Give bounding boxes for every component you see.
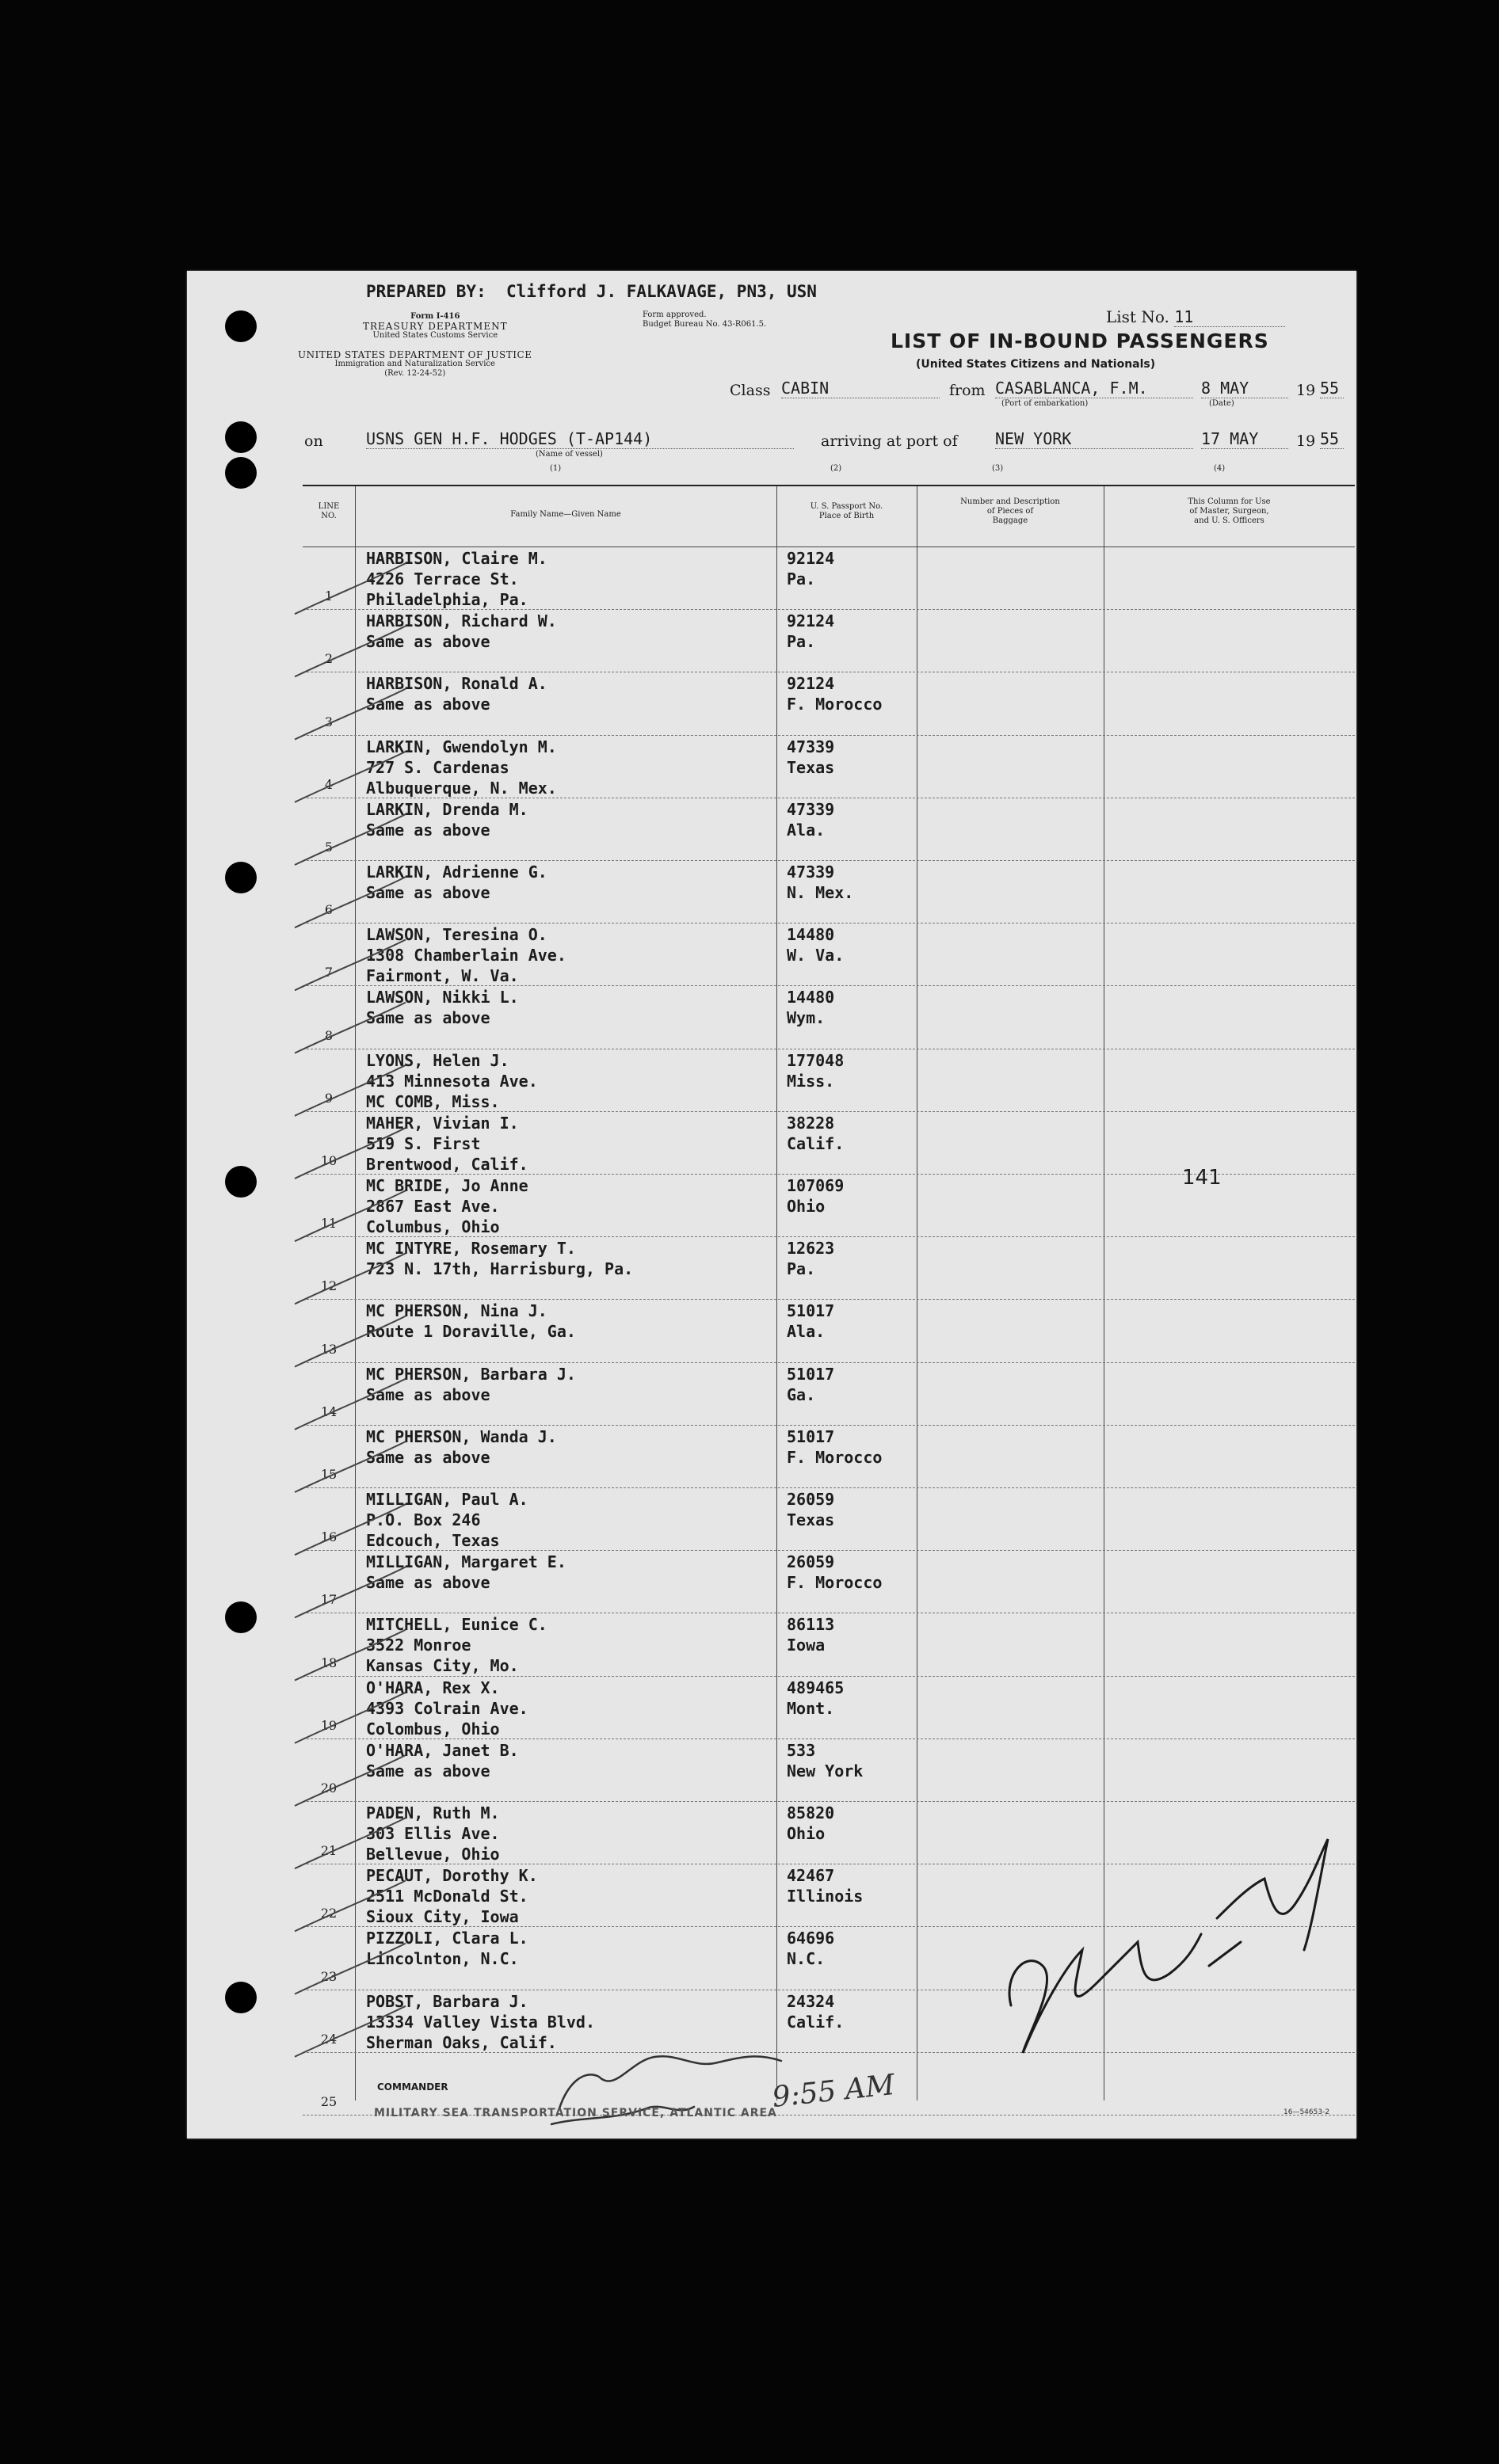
line-number: 12 bbox=[320, 1278, 338, 1294]
treasury-dept: TREASURY DEPARTMENT bbox=[363, 321, 508, 332]
doj-title: UNITED STATES DEPARTMENT OF JUSTICE bbox=[298, 349, 532, 360]
passenger-name: PADEN, Ruth M. bbox=[366, 1803, 500, 1822]
passport-number: 533 bbox=[787, 1740, 816, 1760]
passenger-address-line: Route 1 Doraville, Ga. bbox=[366, 1322, 576, 1342]
list-no-value: 11 bbox=[1174, 307, 1285, 327]
vessel-note: (Name of vessel) bbox=[536, 450, 603, 459]
place-of-birth: N. Mex. bbox=[787, 883, 854, 902]
arrival-date: 17 MAY bbox=[1201, 429, 1288, 449]
passenger-name: LAWSON, Nikki L. bbox=[366, 988, 519, 1007]
passport-number: 489465 bbox=[787, 1678, 845, 1697]
passenger-name: MC BRIDE, Jo Anne bbox=[366, 1176, 528, 1195]
passenger-address-line: Same as above bbox=[366, 632, 490, 652]
passport-number: 47339 bbox=[787, 799, 835, 819]
passport-number: 51017 bbox=[787, 1301, 835, 1321]
passport-number: 26059 bbox=[787, 1552, 835, 1572]
passenger-address-line: 4393 Colrain Ave. bbox=[366, 1698, 528, 1718]
place-of-birth: Ohio bbox=[787, 1824, 826, 1843]
passport-number: 177048 bbox=[787, 1050, 845, 1070]
list-no-label: List No. bbox=[1106, 307, 1169, 326]
passenger-address-line: 2867 East Ave. bbox=[366, 1197, 500, 1216]
arriving-label: arriving at port of bbox=[821, 432, 958, 450]
passport-number: 26059 bbox=[787, 1490, 835, 1509]
passenger-name: PIZZOLI, Clara L. bbox=[366, 1929, 528, 1948]
customs-service: United States Customs Service bbox=[372, 331, 498, 340]
form-number: Form I-416 bbox=[410, 312, 460, 321]
place-of-birth: N.C. bbox=[787, 1949, 826, 1969]
vessel-name: USNS GEN H.F. HODGES (T-AP144) bbox=[366, 429, 794, 449]
passenger-address-line: Same as above bbox=[366, 1384, 490, 1404]
from-note: (Port of embarkation) bbox=[1001, 399, 1089, 408]
place-of-birth: Ga. bbox=[787, 1384, 816, 1404]
line-number: 7 bbox=[324, 965, 334, 981]
passenger-name: MILLIGAN, Paul A. bbox=[366, 1490, 528, 1509]
arrival-port: NEW YORK bbox=[995, 429, 1193, 449]
passenger-address-line: 1308 Chamberlain Ave. bbox=[366, 946, 566, 965]
line-number: 5 bbox=[324, 840, 334, 855]
passenger-name: MC PHERSON, Barbara J. bbox=[366, 1364, 576, 1384]
place-of-birth: Illinois bbox=[787, 1887, 864, 1906]
passport-number: 86113 bbox=[787, 1615, 835, 1635]
passenger-address-line: Columbus, Ohio bbox=[366, 1217, 500, 1236]
passenger-name: MC PHERSON, Nina J. bbox=[366, 1301, 547, 1321]
passenger-address-line: MC COMB, Miss. bbox=[366, 1091, 500, 1111]
passenger-name: MC PHERSON, Wanda J. bbox=[366, 1426, 557, 1446]
passenger-name: LARKIN, Drenda M. bbox=[366, 799, 528, 819]
line-number: 16 bbox=[320, 1529, 338, 1545]
passport-number: 12623 bbox=[787, 1239, 835, 1259]
passenger-address-line: 2511 McDonald St. bbox=[366, 1887, 528, 1906]
passenger-name: HARBISON, Ronald A. bbox=[366, 674, 547, 694]
passenger-name: HARBISON, Richard W. bbox=[366, 611, 557, 631]
commander-label: COMMANDER bbox=[377, 2081, 448, 2093]
passenger-name: MAHER, Vivian I. bbox=[366, 1113, 519, 1133]
col-header-line-no-1: LINE bbox=[318, 502, 340, 511]
passenger-address-line: 13334 Valley Vista Blvd. bbox=[366, 2012, 595, 2032]
passport-number: 24324 bbox=[787, 1991, 835, 2011]
line-number: 24 bbox=[320, 2031, 338, 2047]
passenger-name: O'HARA, Rex X. bbox=[366, 1678, 500, 1697]
passenger-address-line: 723 N. 17th, Harrisburg, Pa. bbox=[366, 1259, 634, 1279]
line-number: 11 bbox=[320, 1216, 338, 1232]
passenger-address-line: Same as above bbox=[366, 1008, 490, 1028]
passenger-address-line: P.O. Box 246 bbox=[366, 1510, 481, 1529]
line-number: 21 bbox=[320, 1843, 338, 1859]
col-header-line-no-2: NO. bbox=[321, 512, 337, 520]
passenger-address-line: Edcouch, Texas bbox=[366, 1531, 500, 1550]
passport-number: 47339 bbox=[787, 737, 835, 756]
passenger-address-line: 3522 Monroe bbox=[366, 1636, 471, 1655]
place-of-birth: Ala. bbox=[787, 1322, 826, 1342]
passenger-name: LAWSON, Teresina O. bbox=[366, 925, 547, 945]
col-header-passport-1: U. S. Passport No. bbox=[810, 502, 883, 511]
col-header-baggage-2: of Pieces of bbox=[986, 507, 1034, 516]
col-header-officers-3: and U. S. Officers bbox=[1194, 516, 1264, 525]
from-value: CASABLANCA, F.M. bbox=[995, 379, 1193, 398]
passenger-address-line: Same as above bbox=[366, 1447, 490, 1467]
passenger-address-line: Same as above bbox=[366, 883, 490, 902]
col-header-officers-2: of Master, Surgeon, bbox=[1189, 507, 1269, 516]
depart-year-prefix: 19 bbox=[1296, 382, 1316, 399]
line-number: 22 bbox=[320, 1906, 338, 1921]
passenger-name: LARKIN, Adrienne G. bbox=[366, 863, 547, 882]
line-number: 6 bbox=[324, 902, 334, 918]
place-of-birth: Miss. bbox=[787, 1071, 835, 1091]
place-of-birth: Pa. bbox=[787, 1259, 816, 1279]
col-num-1: (1) bbox=[550, 464, 562, 473]
place-of-birth: F. Morocco bbox=[787, 695, 883, 714]
passport-number: 85820 bbox=[787, 1803, 835, 1822]
passenger-address-line: Fairmont, W. Va. bbox=[366, 966, 519, 986]
line-number: 4 bbox=[324, 776, 334, 792]
handwritten-signatures bbox=[187, 271, 1356, 2138]
manifest-page bbox=[187, 271, 1356, 2138]
passenger-name: PECAUT, Dorothy K. bbox=[366, 1866, 538, 1886]
passport-number: 92124 bbox=[787, 611, 835, 631]
passport-number: 14480 bbox=[787, 925, 835, 945]
place-of-birth: Calif. bbox=[787, 1133, 845, 1153]
rev-date: (Rev. 12-24-52) bbox=[384, 369, 446, 378]
passenger-name: HARBISON, Claire M. bbox=[366, 549, 547, 568]
col-num-4: (4) bbox=[1214, 464, 1226, 473]
place-of-birth: Mont. bbox=[787, 1698, 835, 1718]
place-of-birth: Ohio bbox=[787, 1197, 826, 1216]
col-header-baggage-3: Baggage bbox=[992, 516, 1028, 525]
class-value: CABIN bbox=[781, 379, 940, 398]
class-label: Class bbox=[730, 382, 771, 399]
col-header-baggage-1: Number and Description bbox=[960, 497, 1060, 506]
line-number: 8 bbox=[324, 1027, 334, 1043]
passport-number: 38228 bbox=[787, 1113, 835, 1133]
passenger-name: LYONS, Helen J. bbox=[366, 1050, 509, 1070]
col-num-3: (3) bbox=[992, 464, 1004, 473]
passenger-address-line: 4226 Terrace St. bbox=[366, 569, 519, 588]
inspector-signature bbox=[1009, 1839, 1328, 2053]
place-of-birth: Texas bbox=[787, 1510, 835, 1529]
passenger-address-line: Lincolnton, N.C. bbox=[366, 1949, 519, 1969]
passport-number: 14480 bbox=[787, 988, 835, 1007]
place-of-birth: Pa. bbox=[787, 569, 816, 588]
col-header-name-text: Family Name—Given Name bbox=[510, 510, 621, 519]
passenger-address-line: Brentwood, Calif. bbox=[366, 1154, 528, 1174]
col-num-2: (2) bbox=[830, 464, 842, 473]
line-number: 25 bbox=[320, 2094, 338, 2109]
place-of-birth: Iowa bbox=[787, 1636, 826, 1655]
passenger-name: POBST, Barbara J. bbox=[366, 1991, 528, 2011]
prepared-by-label: PREPARED BY: bbox=[366, 282, 486, 301]
passenger-address-line: Kansas City, Mo. bbox=[366, 1656, 519, 1676]
place-of-birth: Texas bbox=[787, 757, 835, 777]
line-number: 3 bbox=[324, 714, 334, 729]
passport-number: 64696 bbox=[787, 1929, 835, 1948]
time-annotation: 9:55 AM bbox=[770, 2068, 897, 2114]
on-label: on bbox=[304, 432, 323, 450]
form-approved: Form approved. bbox=[643, 310, 707, 319]
passport-number: 47339 bbox=[787, 863, 835, 882]
passenger-name: LARKIN, Gwendolyn M. bbox=[366, 737, 557, 756]
place-of-birth: W. Va. bbox=[787, 946, 845, 965]
arrival-year: 55 bbox=[1320, 429, 1344, 449]
passenger-name: MITCHELL, Eunice C. bbox=[366, 1615, 547, 1635]
line-number: 13 bbox=[320, 1341, 338, 1357]
ins-title: Immigration and Naturalization Service bbox=[334, 360, 495, 368]
passport-number: 107069 bbox=[787, 1176, 845, 1195]
passenger-address-line: 413 Minnesota Ave. bbox=[366, 1071, 538, 1091]
passenger-address-line: 519 S. First bbox=[366, 1133, 481, 1153]
place-of-birth: Ala. bbox=[787, 820, 826, 840]
col-header-officers-1: This Column for Use bbox=[1188, 497, 1271, 506]
line-number: 15 bbox=[320, 1467, 338, 1482]
passenger-address-line: Same as above bbox=[366, 820, 490, 840]
passenger-address-line: Albuquerque, N. Mex. bbox=[366, 778, 557, 798]
passenger-address-line: 303 Ellis Ave. bbox=[366, 1824, 500, 1843]
line-number: 18 bbox=[320, 1655, 338, 1670]
document-subtitle: (United States Citizens and Nationals) bbox=[916, 358, 1156, 371]
line-number: 2 bbox=[324, 651, 334, 667]
line-number: 1 bbox=[324, 588, 334, 604]
place-of-birth: F. Morocco bbox=[787, 1573, 883, 1593]
passenger-address-line: Same as above bbox=[366, 1573, 490, 1593]
footer-code: 16—54653-2 bbox=[1283, 2108, 1330, 2116]
passport-number: 92124 bbox=[787, 674, 835, 694]
passenger-address-line: Philadelphia, Pa. bbox=[366, 590, 528, 609]
passenger-address-line: 727 S. Cardenas bbox=[366, 757, 509, 777]
place-of-birth: Wym. bbox=[787, 1008, 826, 1028]
line-number: 20 bbox=[320, 1780, 338, 1796]
place-of-birth: Calif. bbox=[787, 2012, 845, 2032]
passport-number: 51017 bbox=[787, 1364, 835, 1384]
footer-service: MILITARY SEA TRANSPORTATION SERVICE, ATLANTIC AREA bbox=[374, 2107, 777, 2119]
officer-mark: 141 bbox=[1182, 1166, 1222, 1190]
passenger-address-line: Sherman Oaks, Calif. bbox=[366, 2032, 557, 2052]
arrival-year-prefix: 19 bbox=[1296, 432, 1316, 450]
prepared-by-value: Clifford J. FALKAVAGE, PN3, USN bbox=[506, 282, 817, 301]
line-number: 9 bbox=[324, 1090, 334, 1106]
passenger-address-line: Same as above bbox=[366, 1761, 490, 1780]
depart-year: 55 bbox=[1320, 379, 1344, 398]
passenger-name: MC INTYRE, Rosemary T. bbox=[366, 1239, 576, 1259]
from-label: from bbox=[949, 382, 986, 399]
passenger-address-line: Same as above bbox=[366, 695, 490, 714]
passport-number: 92124 bbox=[787, 549, 835, 568]
line-number: 19 bbox=[320, 1717, 338, 1733]
line-number: 10 bbox=[320, 1153, 338, 1168]
depart-date: 8 MAY bbox=[1201, 379, 1288, 398]
document-title: LIST OF IN-BOUND PASSENGERS bbox=[891, 329, 1269, 352]
passport-number: 51017 bbox=[787, 1426, 835, 1446]
passenger-address-line: Colombus, Ohio bbox=[366, 1719, 500, 1739]
passenger-address-line: Sioux City, Iowa bbox=[366, 1907, 519, 1927]
depart-date-note: (Date) bbox=[1209, 399, 1234, 408]
line-number: 23 bbox=[320, 1968, 338, 1984]
passenger-address-line: Bellevue, Ohio bbox=[366, 1845, 500, 1864]
passenger-name: O'HARA, Janet B. bbox=[366, 1740, 519, 1760]
line-number: 14 bbox=[320, 1403, 338, 1419]
passport-number: 42467 bbox=[787, 1866, 835, 1886]
place-of-birth: Pa. bbox=[787, 632, 816, 652]
place-of-birth: New York bbox=[787, 1761, 864, 1780]
line-number: 17 bbox=[320, 1592, 338, 1608]
passenger-name: MILLIGAN, Margaret E. bbox=[366, 1552, 566, 1572]
col-header-passport-2: Place of Birth bbox=[818, 512, 875, 520]
budget-bureau: Budget Bureau No. 43-R061.5. bbox=[643, 320, 767, 329]
place-of-birth: F. Morocco bbox=[787, 1447, 883, 1467]
